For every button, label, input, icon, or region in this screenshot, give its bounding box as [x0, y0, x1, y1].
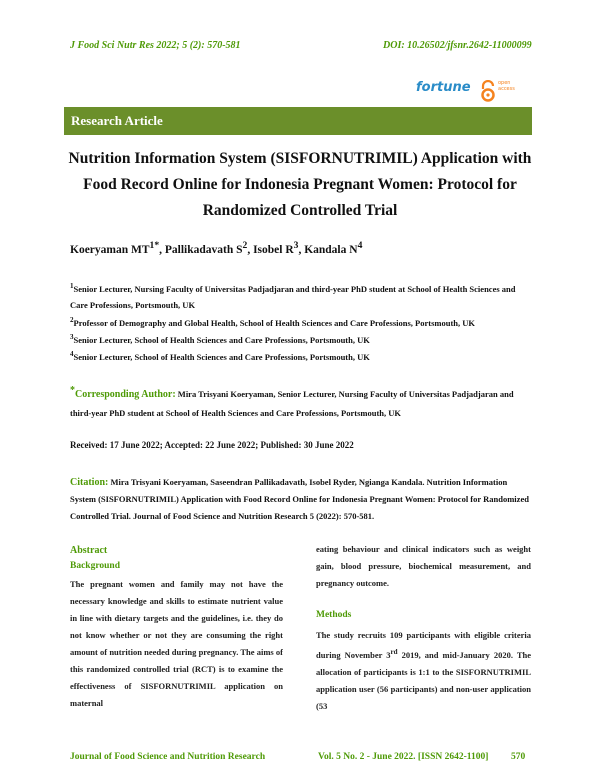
citation-text: Mira Trisyani Koeryaman, Saseendran Pallikadavath, Isobel Ryder, Ngianga Kandala. Nutrition Information System (SISFORNUTRIMIL) Application with Food Record Online for Indonesia Pregnant Women: Protocol for Randomized Controlled Trial. Journal of Food Science and Nutrition Research 5 (2022): 570-581.: [70, 477, 529, 521]
affiliation-1: [70, 278, 530, 313]
author-3-superscript: 3: [293, 240, 299, 251]
author-2: , Pallikadavath S: [159, 243, 243, 256]
affiliation-1-number: 1: [70, 282, 74, 290]
methods-superscript: rd: [390, 648, 398, 656]
corresponding-star: *: [70, 385, 75, 396]
affiliation-4: [70, 346, 530, 365]
corresponding-author-label: Corresponding Author:: [75, 388, 176, 400]
affiliation-2: [70, 312, 530, 331]
affiliation-4-number: 4: [70, 350, 74, 358]
publication-dates: Received: 17 June 2022; Accepted: 22 June 2022; Published: 30 June 2022: [70, 440, 354, 450]
background-heading: Background: [70, 561, 120, 571]
open-access-icon: [478, 80, 498, 102]
affiliation-3-text: Senior Lecturer, School of Health Sciences and Care Professions, Portsmouth, UK: [73, 334, 370, 345]
affiliation-3: [70, 329, 530, 348]
abstract-continuation: eating behaviour and clinical indicators such as weight gain, blood pressure, biochemical measurement, and pregnancy outcome.: [316, 544, 531, 588]
article-type-label: Research Article: [71, 113, 163, 128]
footer-journal-name: Journal of Food Science and Nutrition Research: [70, 752, 266, 762]
affiliation-2-text: Professor of Demography and Global Health, School of Health Sciences and Care Professions, Portsmouth, UK: [73, 317, 476, 328]
affiliation-3-number: 3: [70, 333, 74, 341]
article-title: Nutrition Information System (SISFORNUTRIMIL) Application with Food Record Online for Indonesia Pregnant Women: Protocol for Randomized Controlled Trial: [68, 150, 532, 219]
author-3: , Isobel R: [247, 243, 294, 256]
affiliation-4-text: Senior Lecturer, School of Health Sciences and Care Professions, Portsmouth, UK: [73, 351, 370, 362]
footer-volume: Vol. 5 No. 2 - June 2022. [ISSN 2642-1100]: [318, 752, 489, 762]
corresponding-author-text: Mira Trisyani Koeryaman, Senior Lecturer, Nursing Faculty of Universitas Padjadjaran and third-year PhD student at School of Health Sciences and Care Professions, Portsmouth, UK: [70, 388, 514, 418]
journal-reference: J Food Sci Nutr Res 2022; 5 (2): 570-581: [70, 40, 241, 51]
author-1-superscript: 1*: [149, 240, 160, 251]
affiliation-2-number: 2: [70, 316, 74, 324]
author-4-superscript: 4: [357, 240, 363, 251]
open-access-logo: [478, 80, 538, 102]
methods-text: [316, 627, 531, 746]
doi-link[interactable]: DOI: 10.26502/jfsnr.2642-11000099: [383, 40, 532, 51]
open-access-line-1: open: [498, 80, 511, 86]
affiliation-1-text: Senior Lecturer, Nursing Faculty of Universitas Padjadjaran and third-year PhD student at School of Health Sciences and Care Professions, Portsmouth, UK: [70, 283, 516, 310]
author-list: [70, 240, 362, 256]
fortune-logo: fortune: [416, 80, 471, 95]
background-text: The pregnant women and family may not have the necessary knowledge and skills to estimate nutrient value in line with dietary targets and the guidelines, i.e. they do not know whether or not they are consuming the right amount of nutrition needed during pregnancy. The aims of this randomized controlled trial (RCT) is to examine the effectiveness of SISFORNUTRIMIL application on maternal: [70, 579, 283, 708]
page-number: 570: [511, 752, 526, 762]
abstract-heading: Abstract: [70, 545, 108, 556]
open-access-line-2: access: [498, 86, 515, 92]
corresponding-author: [70, 382, 530, 422]
citation-label: Citation:: [70, 477, 109, 488]
methods-text-part-1: The study recruits 109 participants with eligible criteria during November 3: [316, 630, 531, 660]
methods-text-part-2: 2019, and mid-January 2020. The allocation of participants is 1:1 to the SISFORNUTRIMIL application user (56 participants) and non-user application (53: [316, 649, 531, 711]
methods-heading: Methods: [316, 610, 352, 620]
author-2-superscript: 2: [242, 240, 248, 251]
author-1: Koeryaman MT: [70, 243, 150, 256]
citation: [70, 474, 530, 525]
author-4: , Kandala N: [298, 243, 358, 256]
